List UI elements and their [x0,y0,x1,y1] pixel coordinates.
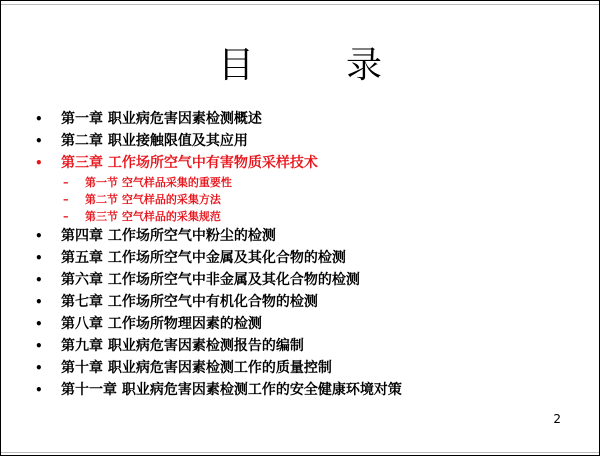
table-of-contents [33,108,579,401]
list-item-label: 第一章 职业病危害因素检测概述 [61,111,262,127]
sublist-item-label: 第一节 空气样品采集的重要性 [85,176,232,189]
dash-icon: – [63,210,69,223]
list-item-label: 第十一章 职业病危害因素检测工作的安全健康环境对策 [61,382,402,398]
list-item-chapter-2 [33,130,579,152]
list-item-label: 第五章 工作场所空气中金属及其化合物的检测 [61,250,346,266]
list-item-label: 第六章 工作场所空气中非金属及其化合物的检测 [61,272,360,288]
list-item-chapter-7 [33,291,579,313]
top-divider [1,4,599,5]
list-item-chapter-3 [33,152,579,174]
dash-icon: – [63,193,69,206]
list-item-chapter-5 [33,247,579,269]
list-item-chapter-6 [33,269,579,291]
bullet-icon: • [35,229,43,243]
bottom-divider [1,452,599,453]
bullet-icon: • [35,317,43,331]
dash-icon: – [63,176,69,189]
bullet-icon: • [35,339,43,353]
list-item-chapter-10 [33,357,579,379]
chapter-3-sections [33,174,579,225]
page-number: 2 [553,412,561,426]
bullet-icon: • [35,134,43,148]
slide-title: 目 录 [217,45,410,86]
list-item-label: 第四章 工作场所空气中粉尘的检测 [61,228,276,244]
bullet-icon: • [35,112,43,126]
list-item-chapter-8 [33,313,579,335]
bullet-icon: • [35,383,43,397]
bullet-icon: • [35,251,43,265]
list-item-chapter-9 [33,335,579,357]
bullet-icon: • [35,273,43,287]
sublist-item-label: 第二节 空气样品的采集方法 [85,193,221,206]
list-item-label: 第十章 职业病危害因素检测工作的质量控制 [61,360,332,376]
list-item-chapter-11 [33,379,579,401]
list-item-label: 第三章 工作场所空气中有害物质采样技术 [61,155,318,171]
list-item-label: 第八章 工作场所物理因素的检测 [61,316,262,332]
sublist-item-section-1 [33,174,579,191]
list-item-label: 第九章 职业病危害因素检测报告的编制 [61,338,304,354]
list-item-chapter-4 [33,225,579,247]
bullet-icon: • [35,361,43,375]
list-item-label: 第二章 职业接触限值及其应用 [61,133,248,149]
bullet-icon: • [35,295,43,309]
sublist-item-section-3 [33,208,579,225]
sublist-item-section-2 [33,191,579,208]
sublist-item-label: 第三节 空气样品的采集规范 [85,210,221,223]
sublist-container [33,174,579,225]
bullet-icon: • [35,156,43,170]
list-item-label: 第七章 工作场所空气中有机化合物的检测 [61,294,318,310]
list-item-chapter-1 [33,108,579,130]
